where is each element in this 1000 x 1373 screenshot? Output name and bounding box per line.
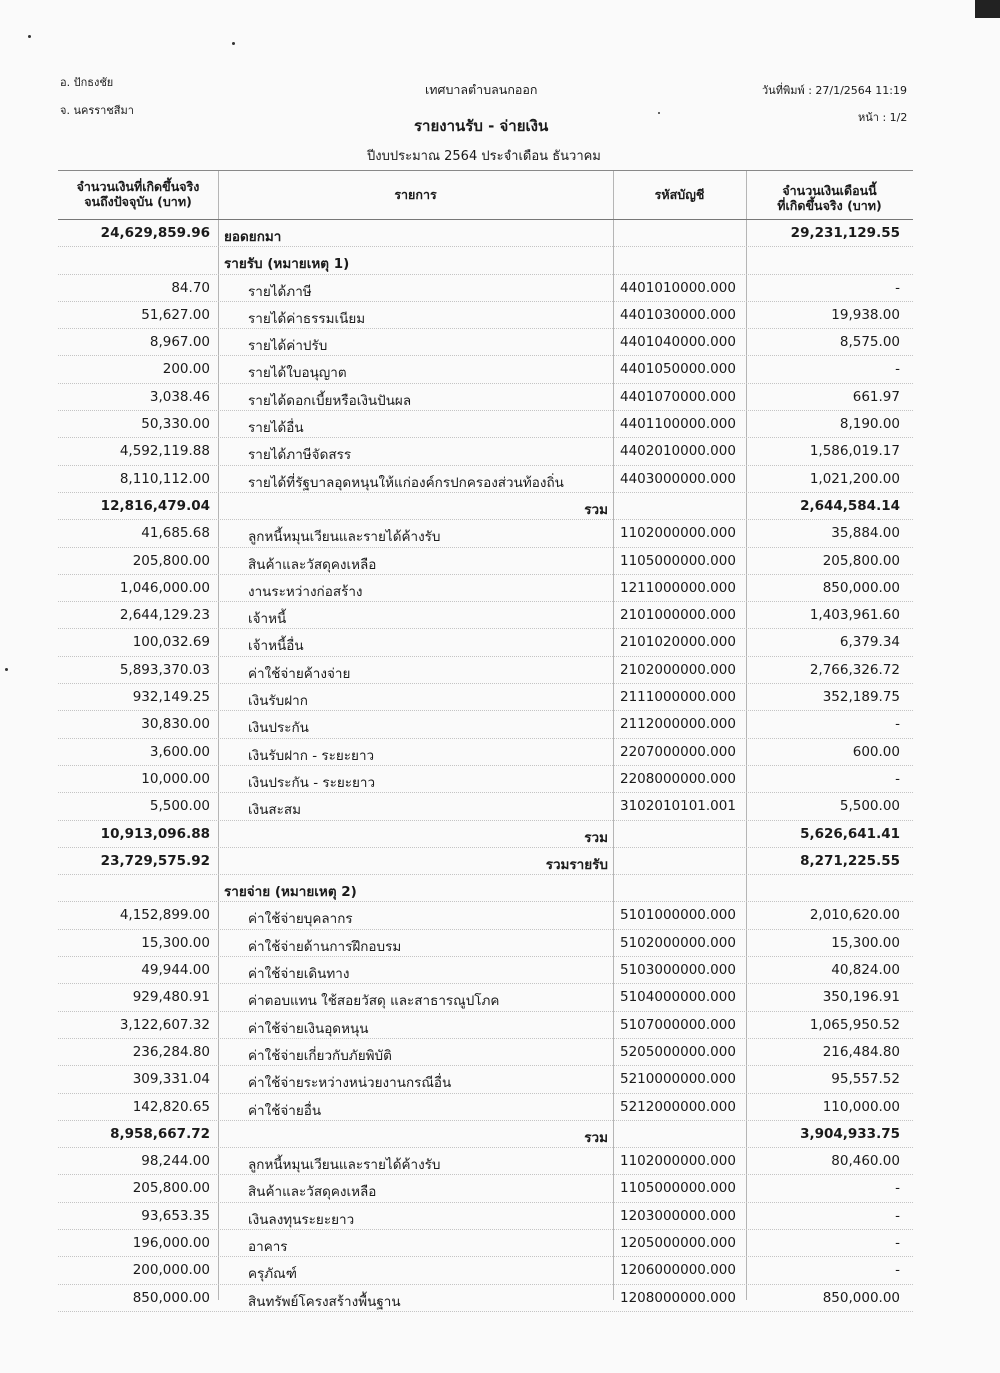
table-header [58, 170, 913, 220]
month-amount-cell: - [895, 1234, 900, 1251]
month-amount-cell: - [895, 770, 900, 787]
item-name-cell: ค่าตอบแทน ใช้สอยวัสดุ และสาธารณูปโภค [248, 993, 500, 1010]
month-amount-cell: 600.00 [852, 743, 900, 760]
actual-amount-cell: 30,830.00 [141, 716, 210, 733]
item-name-cell: รวม [584, 829, 608, 846]
actual-amount-cell: 12,816,479.04 [100, 497, 210, 514]
actual-amount-cell: 142,820.65 [132, 1098, 210, 1115]
section-header-row [58, 875, 913, 902]
actual-amount-cell: 932,149.25 [132, 689, 210, 706]
item-name-cell: เงินประกัน [248, 720, 309, 737]
table-row [58, 329, 913, 356]
actual-amount-cell: 41,685.68 [141, 525, 210, 542]
scan-edge-mark [975, 0, 1000, 18]
account-code-cell: 2101020000.000 [620, 634, 736, 651]
table-row [58, 1257, 913, 1284]
item-name-cell: อาคาร [248, 1238, 288, 1255]
month-amount-cell: 8,190.00 [839, 416, 900, 433]
table-row [58, 984, 913, 1011]
table-row [58, 520, 913, 547]
item-name-cell: สินทรัพย์โครงสร้างพื้นฐาน [248, 1293, 401, 1310]
actual-amount-cell: 850,000.00 [132, 1289, 210, 1306]
month-amount-cell: - [895, 279, 900, 296]
actual-amount-cell: 4,152,899.00 [119, 907, 210, 924]
account-code-cell: 5205000000.000 [620, 1043, 736, 1060]
account-code-cell: 1205000000.000 [620, 1234, 736, 1251]
item-name-cell: เจ้าหนี้อื่น [248, 638, 304, 655]
month-amount-cell: 110,000.00 [822, 1098, 900, 1115]
actual-amount-cell: 1,046,000.00 [119, 579, 210, 596]
account-code-cell: 1102000000.000 [620, 1153, 736, 1170]
account-code-cell: 4401010000.000 [620, 279, 736, 296]
actual-amount-cell: 2,644,129.23 [119, 607, 210, 624]
account-code-cell: 2208000000.000 [620, 770, 736, 787]
item-name-cell: เงินสะสม [248, 802, 302, 819]
month-amount-cell: 35,884.00 [831, 525, 900, 542]
actual-amount-cell: 200,000.00 [132, 1262, 210, 1279]
account-code-cell: 1105000000.000 [620, 1180, 736, 1197]
month-amount-cell: 5,500.00 [839, 798, 900, 815]
item-name-cell: งานระหว่างก่อสร้าง [248, 583, 363, 600]
total-row [58, 1121, 913, 1148]
total-row [58, 821, 913, 848]
total-row [58, 848, 913, 875]
table-row [58, 1148, 913, 1175]
item-name-cell: ค่าใช้จ่ายอื่น [248, 1102, 322, 1119]
account-code-cell: 1102000000.000 [620, 525, 736, 542]
account-code-cell: 5104000000.000 [620, 989, 736, 1006]
account-code-cell: 5212000000.000 [620, 1098, 736, 1115]
table-row [58, 711, 913, 738]
table-row [58, 466, 913, 493]
account-code-cell: 1211000000.000 [620, 579, 736, 596]
account-code-cell: 4401030000.000 [620, 306, 736, 323]
item-name-cell: เงินรับฝาก [248, 693, 308, 710]
table-row [58, 1094, 913, 1121]
item-name-cell: รายรับ (หมายเหตุ 1) [224, 256, 350, 273]
item-name-cell: สินค้าและวัสดุคงเหลือ [248, 556, 377, 573]
table-row [58, 793, 913, 820]
month-amount-cell: 40,824.00 [831, 962, 900, 979]
month-amount-cell: 350,196.91 [822, 989, 900, 1006]
month-amount-cell: 352,189.75 [822, 689, 900, 706]
table-row [58, 684, 913, 711]
account-code-cell: 2101000000.000 [620, 607, 736, 624]
report-subtitle: ปีงบประมาณ 2564 ประจำเดือน ธันวาคม [367, 149, 601, 164]
actual-amount-cell: 8,958,667.72 [110, 1125, 210, 1142]
month-amount-cell: 2,010,620.00 [809, 907, 900, 924]
item-name-cell: ค่าใช้จ่ายด้านการฝึกอบรม [248, 938, 402, 955]
actual-amount-cell: 10,000.00 [141, 770, 210, 787]
account-code-cell: 1203000000.000 [620, 1207, 736, 1224]
account-code-cell: 5101000000.000 [620, 907, 736, 924]
account-code-cell: 2207000000.000 [620, 743, 736, 760]
print-date: วันที่พิมพ์ : 27/1/2564 11:19 [762, 84, 907, 97]
month-amount-cell: 850,000.00 [822, 1289, 900, 1306]
account-code-cell: 5102000000.000 [620, 934, 736, 951]
actual-amount-cell: 205,800.00 [132, 1180, 210, 1197]
scan-speck [5, 668, 8, 671]
month-amount-cell: 1,065,950.52 [809, 1016, 900, 1033]
table-row [58, 411, 913, 438]
item-name-cell: รวม [584, 501, 608, 518]
month-amount-cell: 1,403,961.60 [809, 607, 900, 624]
table-row [58, 302, 913, 329]
account-code-cell: 2102000000.000 [620, 661, 736, 678]
month-amount-cell: 2,644,584.14 [800, 497, 900, 514]
table-row [58, 1285, 913, 1312]
table-row [58, 1230, 913, 1257]
actual-amount-cell: 93,653.35 [141, 1207, 210, 1224]
month-amount-cell: 95,557.52 [831, 1071, 900, 1088]
month-amount-cell: 15,300.00 [831, 934, 900, 951]
item-name-cell: รายได้ค่าธรรมเนียม [248, 310, 366, 327]
month-amount-cell: 19,938.00 [831, 306, 900, 323]
table-row [58, 902, 913, 929]
header-item: รายการ [394, 187, 437, 202]
month-amount-cell: - [895, 716, 900, 733]
item-name-cell: รายได้ค่าปรับ [248, 338, 328, 355]
district-label: อ. ปักธงชัย [60, 76, 114, 89]
header-month-amount: จำนวนเงินเดือนนี้ ที่เกิดขึ้นจริง (บาท) [777, 183, 882, 213]
item-name-cell: ลูกหนี้หมุนเวียนและรายได้ค้างรับ [248, 1157, 441, 1174]
item-name-cell: รายได้อื่น [248, 420, 304, 437]
item-name-cell: เงินลงทุนระยะยาว [248, 1211, 355, 1228]
account-code-cell: 5210000000.000 [620, 1071, 736, 1088]
table-row [58, 384, 913, 411]
scan-speck [658, 112, 660, 114]
item-name-cell: ค่าใช้จ่ายบุคลากร [248, 911, 353, 928]
province-label: จ. นครราชสีมา [60, 104, 134, 117]
month-amount-cell: 8,271,225.55 [800, 852, 900, 869]
account-code-cell: 4401070000.000 [620, 388, 736, 405]
item-name-cell: รายได้ดอกเบี้ยหรือเงินปันผล [248, 392, 412, 409]
table-row [58, 930, 913, 957]
month-amount-cell: 205,800.00 [822, 552, 900, 569]
receipts-payments-table [58, 170, 913, 1312]
actual-amount-cell: 49,944.00 [141, 962, 210, 979]
account-code-cell: 4401100000.000 [620, 416, 736, 433]
actual-amount-cell: 5,893,370.03 [119, 661, 210, 678]
account-code-cell: 1208000000.000 [620, 1289, 736, 1306]
item-name-cell: สินค้าและวัสดุคงเหลือ [248, 1184, 377, 1201]
actual-amount-cell: 23,729,575.92 [100, 852, 210, 869]
account-code-cell: 5103000000.000 [620, 962, 736, 979]
actual-amount-cell: 3,038.46 [149, 388, 210, 405]
account-code-cell: 2111000000.000 [620, 689, 736, 706]
actual-amount-cell: 15,300.00 [141, 934, 210, 951]
item-name-cell: รวม [584, 1129, 608, 1146]
report-title: รายงานรับ - จ่ายเงิน [414, 117, 549, 135]
section-header-row [58, 247, 913, 274]
month-amount-cell: - [895, 361, 900, 378]
table-row [58, 1012, 913, 1039]
scan-speck [232, 42, 235, 45]
account-code-cell: 4402010000.000 [620, 443, 736, 460]
header-actual-amount: จำนวนเงินที่เกิดขึ้นจริง จนถึงปัจจุบัน (บาท) [76, 179, 200, 209]
month-amount-cell: 850,000.00 [822, 579, 900, 596]
actual-amount-cell: 10,913,096.88 [100, 825, 210, 842]
organization-name: เทศบาลตำบลนกออก [425, 82, 538, 97]
actual-amount-cell: 4,592,119.88 [119, 443, 210, 460]
account-code-cell: 4401050000.000 [620, 361, 736, 378]
scan-speck [28, 35, 31, 38]
month-amount-cell: 6,379.34 [839, 634, 900, 651]
carried-forward-row [58, 220, 913, 247]
table-body [58, 220, 913, 1312]
month-amount-cell: 216,484.80 [822, 1043, 900, 1060]
total-row [58, 493, 913, 520]
actual-amount-cell: 200.00 [162, 361, 210, 378]
actual-amount-cell: 51,627.00 [141, 306, 210, 323]
item-name-cell: รายได้ภาษี [248, 283, 312, 300]
account-code-cell: 2112000000.000 [620, 716, 736, 733]
month-amount-cell: 29,231,129.55 [790, 225, 900, 241]
account-code-cell: 4401040000.000 [620, 334, 736, 351]
table-row [58, 957, 913, 984]
table-row [58, 548, 913, 575]
actual-amount-cell: 196,000.00 [132, 1234, 210, 1251]
item-name-cell: เงินรับฝาก - ระยะยาว [248, 747, 375, 764]
page-number: หน้า : 1/2 [858, 111, 908, 124]
table-row [58, 766, 913, 793]
actual-amount-cell: 929,480.91 [132, 989, 210, 1006]
table-row [58, 1066, 913, 1093]
month-amount-cell: - [895, 1180, 900, 1197]
item-name-cell: ค่าใช้จ่ายระหว่างหน่วยงานกรณีอื่น [248, 1075, 452, 1092]
actual-amount-cell: 24,629,859.96 [100, 225, 210, 241]
item-name-cell: ค่าใช้จ่ายเงินอุดหนุน [248, 1020, 369, 1037]
actual-amount-cell: 236,284.80 [132, 1043, 210, 1060]
actual-amount-cell: 100,032.69 [132, 634, 210, 651]
actual-amount-cell: 309,331.04 [132, 1071, 210, 1088]
table-row [58, 657, 913, 684]
table-row [58, 1175, 913, 1202]
actual-amount-cell: 50,330.00 [141, 416, 210, 433]
item-name-cell: ครุภัณฑ์ [248, 1266, 297, 1283]
month-amount-cell: 5,626,641.41 [800, 825, 900, 842]
table-row [58, 1203, 913, 1230]
item-name-cell: ค่าใช้จ่ายค้างจ่าย [248, 665, 351, 682]
item-name-cell: เงินประกัน - ระยะยาว [248, 774, 376, 791]
item-name-cell: รวมรายรับ [545, 856, 608, 873]
month-amount-cell: 8,575.00 [839, 334, 900, 351]
actual-amount-cell: 8,110,112.00 [119, 470, 210, 487]
table-row [58, 739, 913, 766]
table-row [58, 575, 913, 602]
actual-amount-cell: 3,122,607.32 [119, 1016, 210, 1033]
month-amount-cell: 1,021,200.00 [809, 470, 900, 487]
account-code-cell: 5107000000.000 [620, 1016, 736, 1033]
item-name-cell: เจ้าหนี้ [248, 611, 287, 628]
account-code-cell: 4403000000.000 [620, 470, 736, 487]
item-name-cell: รายได้ภาษีจัดสรร [248, 447, 352, 464]
month-amount-cell: - [895, 1262, 900, 1279]
table-row [58, 629, 913, 656]
account-code-cell: 3102010101.001 [620, 798, 736, 815]
month-amount-cell: 1,586,019.17 [809, 443, 900, 460]
item-name-cell: ยอดยกมา [224, 229, 282, 245]
month-amount-cell: 80,460.00 [831, 1153, 900, 1170]
item-name-cell: รายได้ที่รัฐบาลอุดหนุนให้แก่องค์กรปกครองส่วนท้องถิ่น [248, 474, 564, 491]
item-name-cell: รายได้ใบอนุญาต [248, 365, 347, 382]
actual-amount-cell: 8,967.00 [149, 334, 210, 351]
month-amount-cell: 2,766,326.72 [809, 661, 900, 678]
item-name-cell: ค่าใช้จ่ายเกี่ยวกับภัยพิบัติ [248, 1047, 392, 1064]
actual-amount-cell: 5,500.00 [149, 798, 210, 815]
account-code-cell: 1105000000.000 [620, 552, 736, 569]
month-amount-cell: 3,904,933.75 [800, 1125, 900, 1142]
table-row [58, 438, 913, 465]
actual-amount-cell: 205,800.00 [132, 552, 210, 569]
actual-amount-cell: 84.70 [171, 279, 210, 296]
item-name-cell: รายจ่าย (หมายเหตุ 2) [224, 884, 357, 901]
header-account-code: รหัสบัญชี [654, 187, 705, 202]
item-name-cell: ลูกหนี้หมุนเวียนและรายได้ค้างรับ [248, 529, 441, 546]
table-row [58, 602, 913, 629]
table-row [58, 356, 913, 383]
month-amount-cell: 661.97 [852, 388, 900, 405]
table-row [58, 1039, 913, 1066]
actual-amount-cell: 3,600.00 [149, 743, 210, 760]
month-amount-cell: - [895, 1207, 900, 1224]
table-row [58, 275, 913, 302]
item-name-cell: ค่าใช้จ่ายเดินทาง [248, 966, 350, 983]
account-code-cell: 1206000000.000 [620, 1262, 736, 1279]
actual-amount-cell: 98,244.00 [141, 1153, 210, 1170]
